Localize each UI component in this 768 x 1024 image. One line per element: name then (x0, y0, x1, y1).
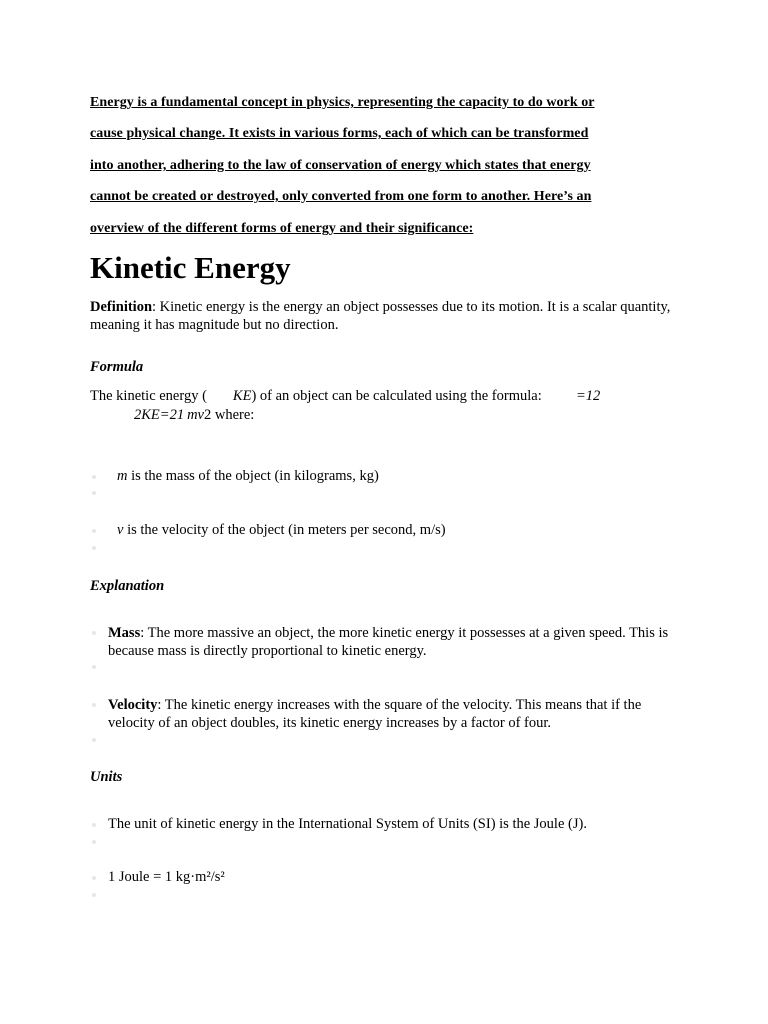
bullet (92, 876, 96, 880)
formula-ke: KE (232, 388, 252, 404)
units-heading: Units (90, 769, 123, 785)
formula-eq-mv: mv (187, 407, 204, 423)
formula-text-after: ) of an object can be calculated using the formula: (251, 388, 542, 404)
bullet (92, 893, 96, 897)
intro-line: cannot be created or destroyed, only converted from one form to another. Here’s an (90, 189, 592, 204)
bullet (92, 475, 96, 479)
bullet (92, 738, 96, 742)
intro-line: Energy is a fundamental concept in physics, representing the capacity to do work or (90, 95, 595, 110)
list-item-text: is the velocity of the object (in meters per second, m/s) (123, 522, 446, 538)
variable-v: v (117, 522, 124, 538)
list-item (108, 696, 688, 732)
formula-equation-line2 (134, 407, 254, 424)
definition-paragraph (90, 298, 690, 334)
formula-text-before: The kinetic energy ( (90, 388, 207, 404)
bullet (92, 703, 96, 707)
list-item (108, 624, 688, 660)
definition-text: : Kinetic energy is the energy an object possesses due to its motion. It is a scalar quantity, meaning it has magnitude but no direction. (90, 299, 671, 333)
list-item: 1 Joule = 1 kg·m²/s² (108, 869, 225, 885)
list-item-text: : The more massive an object, the more kinetic energy it possesses at a given speed. This is because mass is directly proportional to kinetic energy. (108, 625, 669, 659)
bullet (92, 665, 96, 669)
formula-equation-right: =12 (576, 388, 601, 404)
list-item-text: : The kinetic energy increases with the square of the velocity. This means that if the velocity of an object doubles, its kinetic energy increases by a factor of four. (108, 697, 642, 731)
formula-text (90, 388, 542, 405)
list-item (117, 522, 446, 539)
bullet (92, 529, 96, 533)
list-item (117, 468, 379, 485)
list-item-label: Velocity (108, 697, 158, 713)
list-item-label: Mass (108, 625, 141, 641)
formula-eq-ke: 2KE=21 (134, 407, 185, 423)
bullet (92, 823, 96, 827)
formula-heading: Formula (90, 359, 144, 375)
bullet (92, 840, 96, 844)
bullet (92, 491, 96, 495)
bullet (92, 631, 96, 635)
definition-label: Definition (90, 299, 153, 315)
bullet (92, 546, 96, 550)
list-item-text: is the mass of the object (in kilograms, kg) (127, 468, 379, 484)
explanation-heading: Explanation (90, 578, 165, 594)
section-heading: Kinetic Energy (90, 250, 291, 285)
intro-line: cause physical change. It exists in various forms, each of which can be transformed (90, 126, 589, 141)
formula-eq-tail: 2 where: (204, 407, 255, 423)
variable-m: m (117, 468, 128, 484)
list-item: The unit of kinetic energy in the International System of Units (SI) is the Joule (J). (108, 816, 587, 832)
intro-line: overview of the different forms of energy and their significance: (90, 221, 474, 236)
intro-line: into another, adhering to the law of conservation of energy which states that energy (90, 158, 591, 173)
